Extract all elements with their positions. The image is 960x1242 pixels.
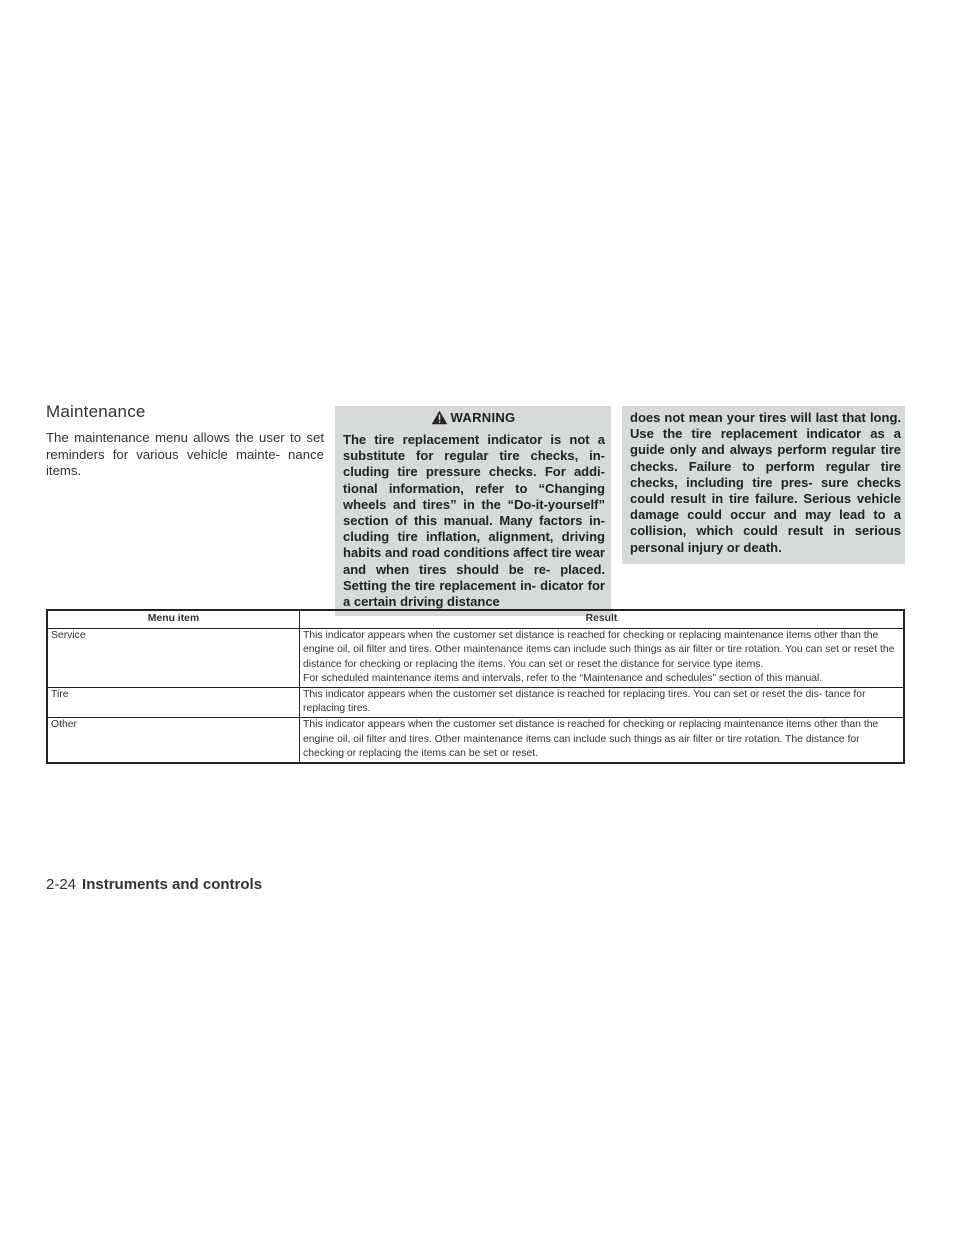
table-row <box>47 718 904 763</box>
page-number: 2-24 <box>46 876 77 893</box>
footer-section-name: Instruments and controls <box>82 876 263 893</box>
warning-label: WARNING <box>450 409 516 425</box>
header-result: Result <box>300 610 905 629</box>
result-line: This indicator appears when the customer set distance is reached for checking or replacing maintenance items other than the engine oil, oil filter and tires. Other maintenance items can include such things as air filter or tire rotation. The distance for checking or replacing the items can be set or reset. <box>303 719 879 759</box>
warning-triangle-icon <box>431 410 448 425</box>
result-line: This indicator appears when the customer set distance is reached for checking or replacing maintenance items other than the engine oil, oil filter and tires. Other maintenance items can include such things as air filter or tire rotation. You can set or reset the distance for checking or replacing the items. You can set or reset the distance for service type items. <box>303 630 895 670</box>
row-item-tire: Tire <box>47 688 300 718</box>
section-title: Maintenance <box>46 402 146 421</box>
header-menu-item: Menu item <box>47 610 300 629</box>
page-footer <box>46 876 262 893</box>
row-item-other: Other <box>47 718 300 763</box>
row-result-service <box>300 629 905 688</box>
intro-paragraph: The maintenance menu allows the user to set reminders for various vehicle mainte- nance items. <box>46 430 324 478</box>
warning-text-part2: does not mean your tires will last that long. Use the tire replacement indicator as a guide only and always perform regular tire checks. Failure to perform regular tire checks, including tire pres- sure checks could result in tire failure. Serious vehicle damage could occur and may lead to a collision, which could result in serious personal injury or death. <box>622 406 905 564</box>
maintenance-menu-table <box>46 609 905 764</box>
result-line: For scheduled maintenance items and intervals, refer to the “Maintenance and schedules” section of this manual. <box>303 672 823 684</box>
table-header-row <box>47 610 904 629</box>
row-result-tire <box>300 688 905 718</box>
table-row <box>47 629 904 688</box>
table-row <box>47 688 904 718</box>
warning-box <box>335 406 611 616</box>
result-line: This indicator appears when the customer set distance is reached for replacing tires. You can set or reset the dis- tance for replacing tires. <box>303 689 866 715</box>
row-item-service: Service <box>47 629 300 688</box>
row-result-other <box>300 718 905 763</box>
warning-header <box>335 406 611 428</box>
warning-text-part1: The tire replacement indicator is not a substitute for regular tire checks, in- cluding tire pressure checks. For addi- tional information, refer to “Changing wheels and tires” in the “Do-it-yourself” section of this manual. Many factors in- cluding tire inflation, alignment, driving habits and road conditions affect tire wear and when tires should be re- placed. Setting the tire replacement in- dicator for a certain driving distance <box>343 432 605 610</box>
